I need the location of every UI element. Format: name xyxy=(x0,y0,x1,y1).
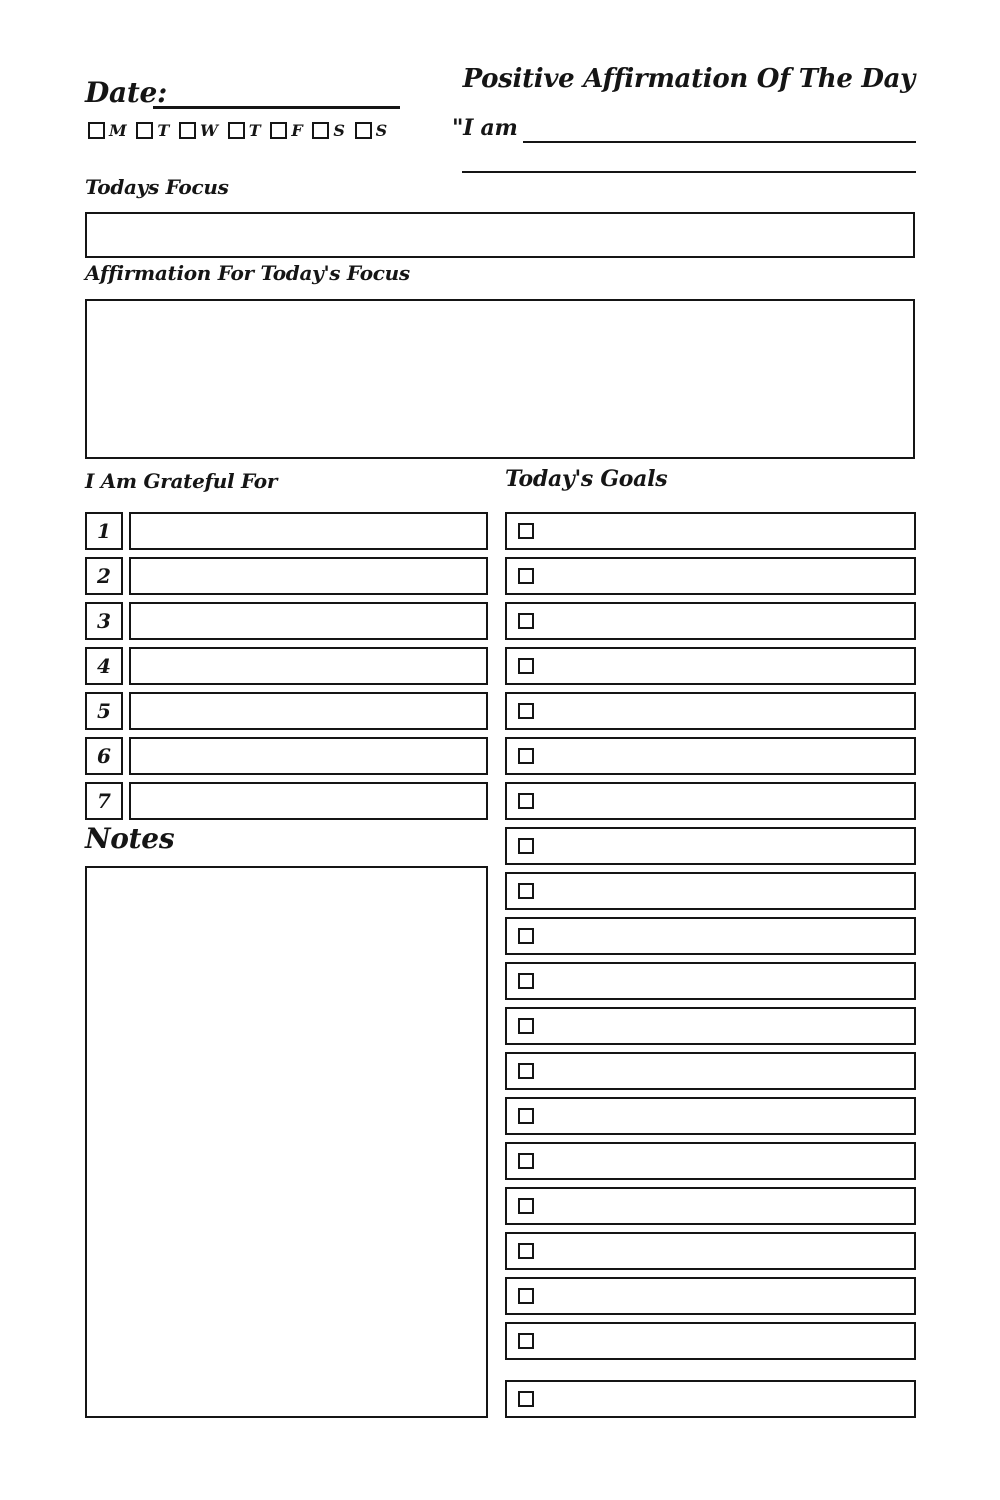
date-label: Date: xyxy=(85,76,168,109)
day-letter-1-m: M xyxy=(109,120,127,140)
i-am-label: "I am xyxy=(452,115,518,141)
grateful-input-2[interactable] xyxy=(129,557,488,595)
goal-checkbox-6[interactable] xyxy=(518,748,534,764)
goal-input-9[interactable] xyxy=(505,872,916,910)
goal-list-spacer xyxy=(505,1367,916,1373)
goal-checkbox-15[interactable] xyxy=(518,1153,534,1169)
day-group-5-f xyxy=(270,122,302,139)
goal-input-11[interactable] xyxy=(505,962,916,1000)
goal-checkbox-2[interactable] xyxy=(518,568,534,584)
grateful-row-3 xyxy=(85,602,488,640)
day-checkbox-5-f[interactable] xyxy=(270,122,287,139)
grateful-input-7[interactable] xyxy=(129,782,488,820)
grateful-number-4: 4 xyxy=(85,647,123,685)
goal-checkbox-20[interactable] xyxy=(518,1391,534,1407)
i-am-input-line-2[interactable] xyxy=(462,146,916,173)
goal-checkbox-3[interactable] xyxy=(518,613,534,629)
grateful-number-5: 5 xyxy=(85,692,123,730)
day-checkboxes xyxy=(88,122,387,139)
goal-input-3[interactable] xyxy=(505,602,916,640)
day-letter-5-f: F xyxy=(291,120,303,140)
goal-input-10[interactable] xyxy=(505,917,916,955)
grateful-number-3: 3 xyxy=(85,602,123,640)
grateful-number-6: 6 xyxy=(85,737,123,775)
grateful-list xyxy=(85,512,488,820)
goal-checkbox-14[interactable] xyxy=(518,1108,534,1124)
todays-focus-input[interactable] xyxy=(85,212,915,258)
goal-checkbox-7[interactable] xyxy=(518,793,534,809)
grateful-row-7 xyxy=(85,782,488,820)
grateful-input-4[interactable] xyxy=(129,647,488,685)
goal-input-4[interactable] xyxy=(505,647,916,685)
notes-input[interactable] xyxy=(85,866,488,1418)
day-group-7-s xyxy=(355,122,387,139)
day-group-2-t xyxy=(136,122,169,139)
grateful-row-2 xyxy=(85,557,488,595)
page-title: Positive Affirmation Of The Day xyxy=(462,64,915,94)
day-group-4-t xyxy=(228,122,261,139)
notes-label: Notes xyxy=(85,822,175,855)
grateful-input-6[interactable] xyxy=(129,737,488,775)
goal-input-13[interactable] xyxy=(505,1052,916,1090)
goal-input-1[interactable] xyxy=(505,512,916,550)
day-checkbox-2-t[interactable] xyxy=(136,122,153,139)
day-letter-2-t: T xyxy=(157,120,170,140)
day-checkbox-3-w[interactable] xyxy=(179,122,196,139)
day-group-1-m xyxy=(88,122,126,139)
goal-checkbox-4[interactable] xyxy=(518,658,534,674)
grateful-number-2: 2 xyxy=(85,557,123,595)
affirmation-label: Affirmation For Today's Focus xyxy=(85,261,410,285)
goal-input-15[interactable] xyxy=(505,1142,916,1180)
affirmation-input[interactable] xyxy=(85,299,915,459)
goal-checkbox-12[interactable] xyxy=(518,1018,534,1034)
goal-input-18[interactable] xyxy=(505,1277,916,1315)
goal-checkbox-18[interactable] xyxy=(518,1288,534,1304)
goal-input-17[interactable] xyxy=(505,1232,916,1270)
day-checkbox-4-t[interactable] xyxy=(228,122,245,139)
grateful-row-1 xyxy=(85,512,488,550)
goal-input-16[interactable] xyxy=(505,1187,916,1225)
day-letter-6-s: S xyxy=(333,120,345,140)
grateful-input-3[interactable] xyxy=(129,602,488,640)
goal-input-12[interactable] xyxy=(505,1007,916,1045)
goal-checkbox-9[interactable] xyxy=(518,883,534,899)
grateful-input-5[interactable] xyxy=(129,692,488,730)
goals-list xyxy=(505,512,916,1418)
grateful-row-6 xyxy=(85,737,488,775)
goal-checkbox-19[interactable] xyxy=(518,1333,534,1349)
goal-checkbox-13[interactable] xyxy=(518,1063,534,1079)
day-checkbox-6-s[interactable] xyxy=(312,122,329,139)
goal-checkbox-5[interactable] xyxy=(518,703,534,719)
i-am-row xyxy=(452,114,916,143)
goal-input-6[interactable] xyxy=(505,737,916,775)
grateful-number-1: 1 xyxy=(85,512,123,550)
todays-focus-label: Todays Focus xyxy=(85,175,229,199)
goal-input-19[interactable] xyxy=(505,1322,916,1360)
goal-checkbox-10[interactable] xyxy=(518,928,534,944)
goal-checkbox-8[interactable] xyxy=(518,838,534,854)
date-input-line[interactable] xyxy=(153,80,400,109)
goal-checkbox-17[interactable] xyxy=(518,1243,534,1259)
day-checkbox-7-s[interactable] xyxy=(355,122,372,139)
day-group-6-s xyxy=(312,122,344,139)
goal-input-2[interactable] xyxy=(505,557,916,595)
goal-checkbox-1[interactable] xyxy=(518,523,534,539)
goal-input-7[interactable] xyxy=(505,782,916,820)
i-am-input-line-1[interactable] xyxy=(523,115,916,143)
grateful-row-5 xyxy=(85,692,488,730)
grateful-label: I Am Grateful For xyxy=(85,469,278,493)
goals-label: Today's Goals xyxy=(505,466,668,492)
goal-checkbox-11[interactable] xyxy=(518,973,534,989)
day-group-3-w xyxy=(179,122,218,139)
day-checkbox-1-m[interactable] xyxy=(88,122,105,139)
grateful-row-4 xyxy=(85,647,488,685)
grateful-input-1[interactable] xyxy=(129,512,488,550)
goal-input-14[interactable] xyxy=(505,1097,916,1135)
day-letter-3-w: W xyxy=(200,120,218,140)
day-letter-7-s: S xyxy=(375,120,387,140)
grateful-number-7: 7 xyxy=(85,782,123,820)
goal-input-20[interactable] xyxy=(505,1380,916,1418)
goal-checkbox-16[interactable] xyxy=(518,1198,534,1214)
goal-input-5[interactable] xyxy=(505,692,916,730)
day-letter-4-t: T xyxy=(248,120,261,140)
goal-input-8[interactable] xyxy=(505,827,916,865)
